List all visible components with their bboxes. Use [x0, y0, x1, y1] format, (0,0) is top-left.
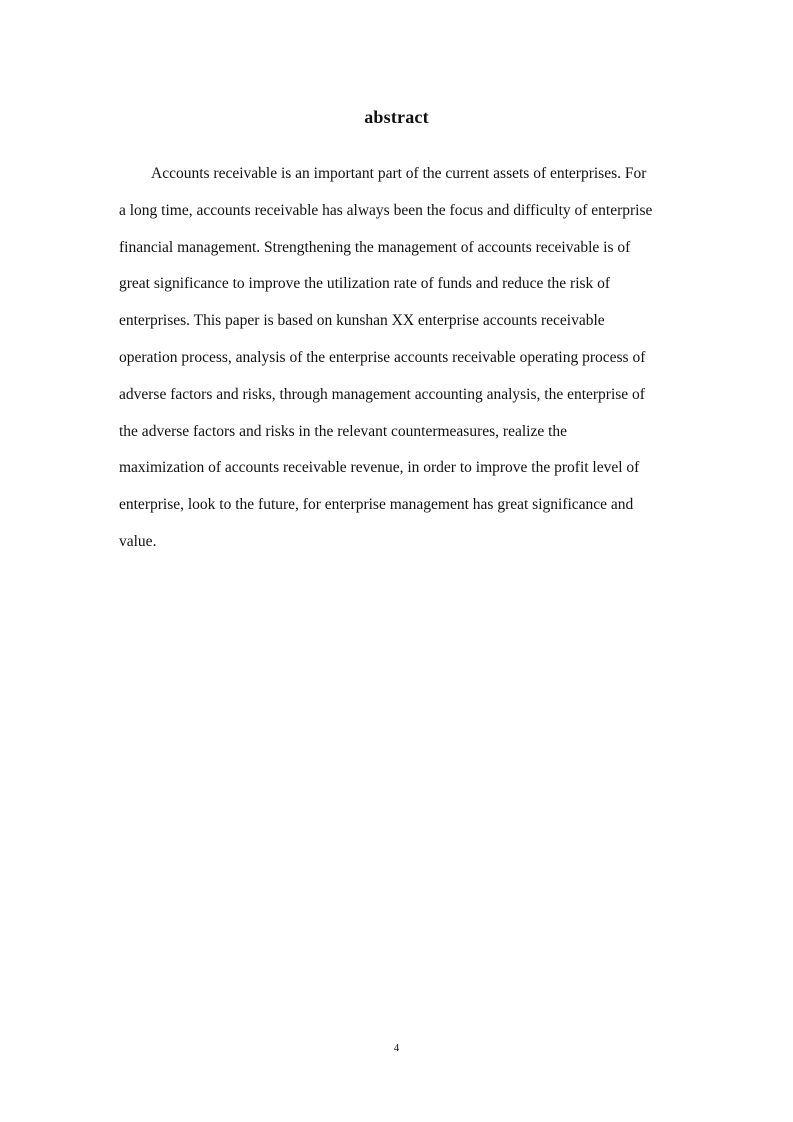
abstract-line-5: enterprises. This paper is based on kunshan XX enterprise accounts receivable: [119, 312, 605, 330]
abstract-line-11: value.: [119, 532, 157, 550]
abstract-line-3: financial management. Strengthening the management of accounts receivable is of: [119, 238, 631, 256]
abstract-line-10: enterprise, look to the future, for enterprise management has great significance and: [119, 496, 634, 514]
abstract-line-9: maximization of accounts receivable revenue, in order to improve the profit level of: [119, 459, 640, 477]
abstract-title: abstract: [364, 107, 429, 127]
abstract-body: [119, 156, 699, 561]
abstract-line-6: operation process, analysis of the enterprise accounts receivable operating process of: [119, 348, 646, 366]
abstract-line-2: a long time, accounts receivable has always been the focus and difficulty of enterprise: [119, 201, 653, 219]
abstract-line-4: great significance to improve the utilization rate of funds and reduce the risk of: [119, 275, 611, 293]
abstract-line-1: Accounts receivable is an important part of the current assets of enterprises. For: [151, 165, 647, 182]
abstract-line-7: adverse factors and risks, through management accounting analysis, the enterprise of: [119, 385, 645, 403]
page-number: 4: [393, 1042, 400, 1054]
abstract-line-8: the adverse factors and risks in the relevant countermeasures, realize the: [119, 422, 568, 440]
